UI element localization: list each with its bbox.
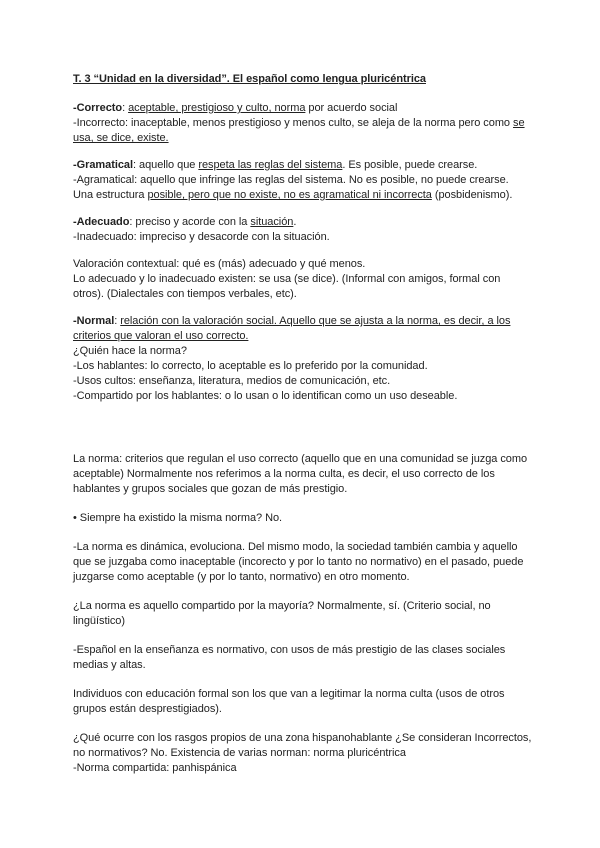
list-item: -Usos cultos: enseñanza, literatura, medios de comunicación, etc. (73, 375, 391, 387)
page-title: T. 3 “Unidad en la diversidad”. El español como lengua pluricéntrica (73, 73, 426, 85)
paragraph-final: -Norma compartida: panhispánica (73, 762, 237, 774)
section-gramatical (73, 158, 533, 203)
section-adecuado (73, 215, 533, 245)
correcto-definition: -Correcto: aceptable, prestigioso y culto, norma por acuerdo social (73, 102, 398, 114)
paragraph-dinamica: -La norma es dinámica, evoluciona. Del mismo modo, la sociedad también cambia y aquello que se juzgaba como inaceptable (incorecto y por lo tanto no normativo) en el pasado, puede juzgarse como aceptable (y por lo tanto, normativo) en otro momento. (73, 541, 524, 583)
paragraph-rasgos: ¿Qué ocurre con los rasgos propios de una zona hispanohablante ¿Se consideran Incorrectos, no normativos? No. Existencia de varias norman: norma pluricéntrica (73, 732, 532, 759)
adecuado-definition: -Adecuado: preciso y acorde con la situación. (73, 216, 297, 228)
paragraph-norma: La norma: criterios que regulan el uso correcto (aquello que en una comunidad se juzga como aceptable) Normalmente nos referimos a la norma culta, es decir, el uso correcto de los hablantes y grupos sociales que gozan de más prestigio. (73, 453, 528, 495)
paragraph-ensenanza: -Español en la enseñanza es normativo, con usos de más prestigio de las clases sociales medias y altas. (73, 644, 506, 671)
term-correcto: -Correcto (73, 102, 123, 114)
section-valoracion (73, 257, 533, 302)
document-body (73, 72, 533, 776)
list-item: -Compartido por los hablantes: o lo usan o lo identifican como un uso deseable. (73, 390, 458, 402)
agramatical-definition: -Agramatical: aquello que infringe las reglas del sistema. No es posible, no puede crearse. (73, 174, 509, 186)
inadecuado-definition: -Inadecuado: impreciso y desacorde con la situación. (73, 231, 330, 243)
paragraph-mayoria: ¿La norma es aquello compartido por la mayoría? Normalmente, sí. (Criterio social, no lingüístico) (73, 600, 491, 627)
term-adecuado: -Adecuado (73, 216, 130, 228)
gramatical-definition: -Gramatical: aquello que respeta las reglas del sistema. Es posible, puede crearse. (73, 159, 478, 171)
paragraph-bullet: • Siempre ha existido la misma norma? No. (73, 512, 283, 524)
section-correcto (73, 101, 533, 146)
normal-definition: -Normal: relación con la valoración social. Aquello que se ajusta a la norma, es decir, a los criterios que valoran el uso correcto. (73, 315, 511, 342)
normal-question: ¿Quién hace la norma? (73, 345, 187, 357)
valoracion-line: Valoración contextual: qué es (más) adecuado y qué menos. (73, 258, 366, 270)
term-normal: -Normal (73, 315, 115, 327)
incorrecto-definition: -Incorrecto: inaceptable, menos prestigioso y menos culto, se aleja de la norma pero como se usa, se dice, existe. (73, 117, 525, 144)
correcto-underlined: aceptable, prestigioso y culto, norma (128, 102, 306, 114)
list-item: -Los hablantes: lo correcto, lo aceptable es lo preferido por la comunidad. (73, 360, 428, 372)
term-gramatical: -Gramatical (73, 159, 133, 171)
valoracion-line: Lo adecuado y lo inadecuado existen: se usa (se dice). (Informal con amigos, formal con otros). (Dialectales con tiempos verbales, etc). (73, 273, 501, 300)
section-normal (73, 314, 533, 404)
estructura-note: Una estructura posible, pero que no existe, no es agramatical ni incorrecta (posbidenismo). (73, 189, 513, 201)
paragraph-individuos: Individuos con educación formal son los que van a legitimar la norma culta (usos de otros grupos están desprestigiados). (73, 688, 505, 715)
